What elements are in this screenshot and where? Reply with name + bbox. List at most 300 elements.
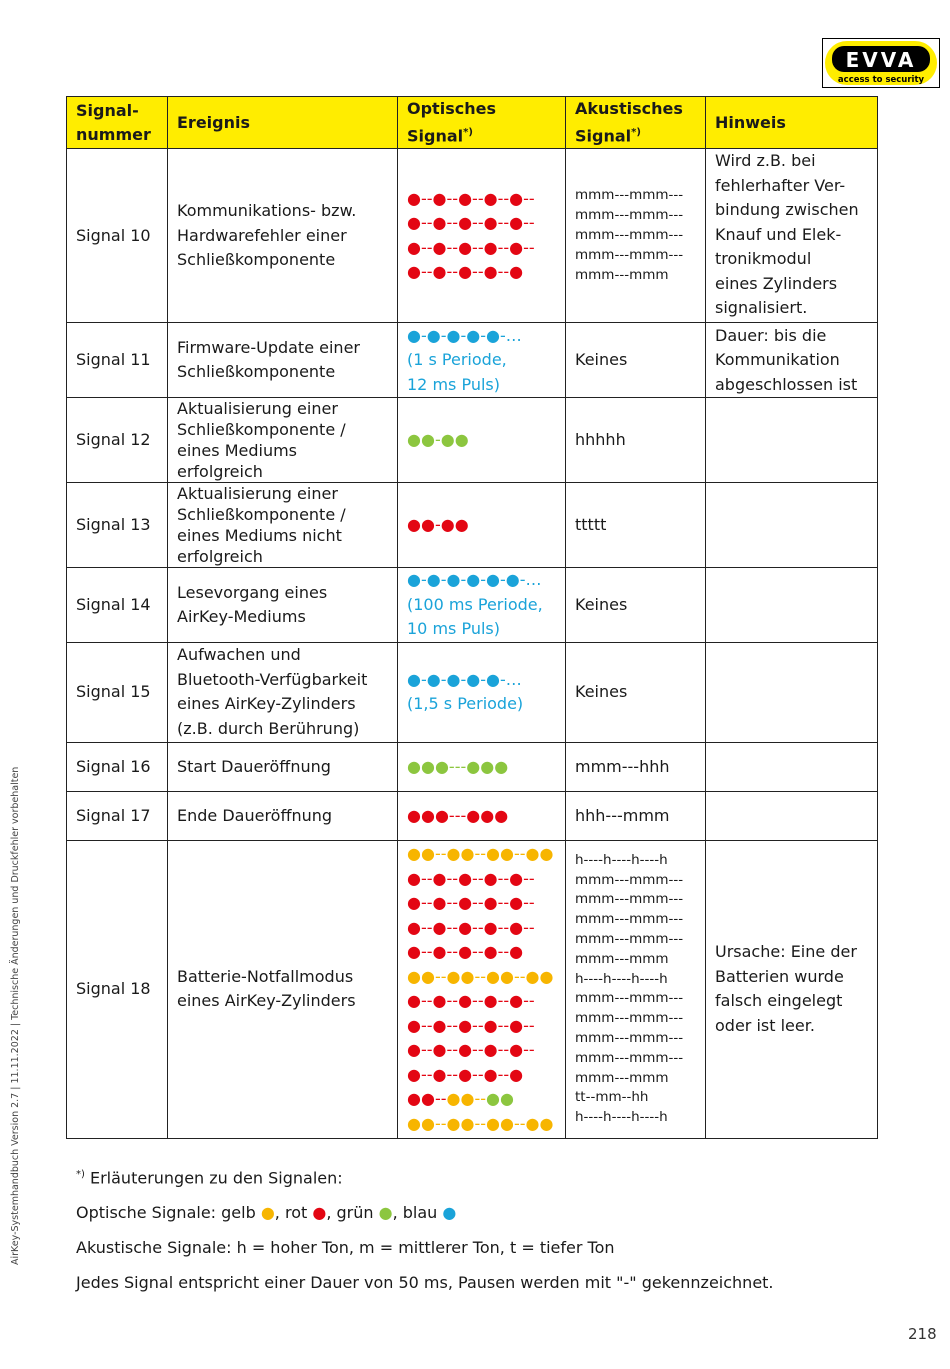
pause-dash: -: [446, 1015, 453, 1035]
blue-dot-icon: ●: [466, 669, 481, 689]
acoustic-signal: hhh---mmm: [566, 791, 706, 840]
signal-number: Signal 15: [67, 642, 168, 742]
pause-dash: -: [452, 1064, 459, 1084]
red-dot-icon: ●: [432, 188, 447, 208]
pause-dash: -: [420, 917, 427, 937]
red-dot-icon: ●: [407, 262, 421, 282]
pause-dash: -: [446, 262, 453, 282]
footnote-optical: [76, 1195, 774, 1230]
pause-dash: -: [446, 991, 453, 1011]
yellow-dot-icon: ●: [420, 844, 435, 864]
green-dot-icon: ●: [407, 756, 421, 776]
red-dot-icon: ●: [458, 868, 473, 888]
yellow-dot-icon: ●: [499, 1113, 514, 1133]
legend-blue-dot-icon: ●: [442, 1203, 457, 1223]
green-dot-icon: ●: [434, 756, 449, 776]
red-dot-icon: ●: [458, 893, 473, 913]
green-dot-icon: ●: [494, 756, 509, 776]
yellow-dot-icon: ●: [446, 1113, 461, 1133]
continuation-ellipsis: …: [525, 570, 542, 590]
red-dot-icon: ●: [407, 893, 421, 913]
pause-dash: -: [434, 430, 441, 450]
pause-dash: -: [523, 1040, 529, 1060]
blue-dot-icon: ●: [407, 325, 421, 345]
pause-dash: -: [420, 1015, 427, 1035]
pause-dash: -: [519, 844, 526, 864]
pause-dash: -: [454, 756, 461, 776]
note-text: [706, 483, 878, 568]
header-signalnummer: Signal- nummer: [67, 97, 168, 149]
pause-dash: -: [503, 1064, 510, 1084]
pause-dash: -: [452, 893, 459, 913]
red-dot-icon: ●: [407, 868, 421, 888]
red-dot-icon: ●: [483, 868, 498, 888]
optical-signal: [398, 791, 566, 840]
pause-dash: -: [503, 868, 510, 888]
pause-dash: -: [472, 868, 478, 888]
optical-pattern-line: [407, 940, 556, 965]
pause-dash: -: [528, 991, 535, 1011]
red-dot-icon: ●: [432, 1064, 447, 1084]
pause-dash: -: [446, 1064, 453, 1084]
event-text: Batterie-Notfallmodus eines AirKey-Zylinders: [168, 840, 398, 1138]
table-header-row: [67, 97, 878, 149]
pause-dash: -: [480, 325, 486, 345]
yellow-dot-icon: ●: [446, 844, 461, 864]
pause-dash: -: [420, 213, 427, 233]
pause-dash: -: [477, 1015, 484, 1035]
optical-pattern-line: [407, 1063, 556, 1088]
pause-dash: -: [472, 991, 478, 1011]
pause-dash: -: [503, 213, 510, 233]
optical-pattern-line: [407, 324, 556, 349]
red-dot-icon: ●: [483, 262, 498, 282]
table-row: [67, 483, 878, 568]
header-optisch-mark: *): [463, 127, 473, 138]
pause-dash: -: [503, 942, 510, 962]
pause-dash: -: [503, 1040, 510, 1060]
signal-number: Signal 18: [67, 840, 168, 1138]
acoustic-signal: ttttt: [566, 483, 706, 568]
yellow-dot-icon: ●: [539, 844, 554, 864]
optical-pattern-line: [407, 568, 556, 593]
pause-dash: -: [460, 325, 467, 345]
red-dot-icon: ●: [483, 991, 498, 1011]
red-dot-icon: ●: [432, 262, 447, 282]
optical-pattern-line: [407, 989, 556, 1014]
yellow-dot-icon: ●: [539, 1113, 554, 1133]
logo-tagline: access to security: [837, 75, 925, 85]
optical-description: (100 ms Periode, 10 ms Puls): [407, 594, 543, 639]
red-dot-icon: ●: [407, 991, 421, 1011]
red-dot-icon: ●: [407, 1040, 421, 1060]
red-dot-icon: ●: [458, 942, 473, 962]
blue-dot-icon: ●: [466, 570, 481, 590]
pause-dash: -: [426, 868, 433, 888]
pause-dash: -: [446, 188, 453, 208]
pause-dash: -: [426, 237, 433, 257]
pause-dash: -: [446, 917, 453, 937]
table-row: [67, 840, 878, 1138]
red-dot-icon: ●: [483, 942, 498, 962]
optical-pattern-line: [407, 1038, 556, 1063]
optical-signal: [398, 323, 566, 398]
red-dot-icon: ●: [458, 991, 473, 1011]
legend-gelb-label: gelb: [221, 1203, 261, 1223]
pause-dash: -: [460, 669, 467, 689]
red-dot-icon: ●: [458, 262, 473, 282]
yellow-dot-icon: ●: [525, 1113, 540, 1133]
optical-pattern: [407, 755, 556, 780]
pause-dash: -: [477, 868, 484, 888]
pause-dash: -: [426, 188, 433, 208]
blue-dot-icon: ●: [407, 669, 421, 689]
pause-dash: -: [497, 917, 504, 937]
pause-dash: -: [497, 991, 504, 1011]
pause-dash: -: [528, 1015, 535, 1035]
red-dot-icon: ●: [420, 1089, 435, 1109]
red-dot-icon: ●: [440, 515, 455, 535]
pause-dash: -: [523, 188, 529, 208]
signal-table: [66, 96, 878, 1139]
event-text: Kommunikations- bzw. Hardwarefehler einer Schließkomponente: [168, 149, 398, 323]
footnotes: [76, 1157, 774, 1300]
pause-dash: -: [446, 942, 453, 962]
pause-dash: -: [474, 1113, 481, 1133]
pause-dash: -: [528, 917, 535, 937]
pause-dash: -: [477, 213, 484, 233]
pause-dash: -: [519, 1113, 526, 1133]
optical-pattern: [407, 568, 556, 593]
pause-dash: -: [503, 188, 510, 208]
red-dot-icon: ●: [509, 991, 524, 1011]
pause-dash: -: [440, 966, 447, 986]
acoustic-signal: mmm---mmm--- mmm---mmm--- mmm---mmm--- mmm---mmm--- mmm---mmm: [566, 149, 706, 323]
optical-description: (1,5 s Periode): [407, 694, 524, 714]
blue-dot-icon: ●: [426, 325, 441, 345]
optical-signal: [398, 642, 566, 742]
table-row: [67, 568, 878, 643]
note-text: [706, 791, 878, 840]
green-dot-icon: ●: [486, 1089, 500, 1109]
table-row: [67, 742, 878, 791]
pause-dash: -: [477, 991, 484, 1011]
red-dot-icon: ●: [483, 213, 498, 233]
acoustic-signal: Keines: [566, 642, 706, 742]
continuation-ellipsis: …: [505, 325, 522, 345]
yellow-dot-icon: ●: [486, 966, 500, 986]
pause-dash: -: [420, 893, 427, 913]
optical-pattern-line: [407, 1014, 556, 1039]
pause-dash: -: [434, 1089, 441, 1109]
red-dot-icon: ●: [434, 805, 449, 825]
note-text: [706, 742, 878, 791]
sidebar-legal-text: AirKey-Systemhandbuch Version 2.7 | 11.11.2022 | Technische Änderungen und Druckfehler vorbehalten: [10, 766, 21, 1265]
red-dot-icon: ●: [458, 1064, 473, 1084]
pause-dash: -: [503, 262, 510, 282]
optical-pattern-line: [407, 260, 556, 285]
red-dot-icon: ●: [432, 893, 447, 913]
blue-dot-icon: ●: [486, 325, 500, 345]
yellow-dot-icon: ●: [420, 1113, 435, 1133]
event-text: Aufwachen und Bluetooth-Verfügbarkeit eines AirKey-Zylinders (z.B. durch Berührung): [168, 642, 398, 742]
blue-dot-icon: ●: [426, 669, 441, 689]
optical-pattern-line: [407, 965, 556, 990]
pause-dash: -: [472, 1064, 478, 1084]
pause-dash: -: [503, 917, 510, 937]
optical-signal: [398, 568, 566, 643]
pause-dash: -: [446, 893, 453, 913]
pause-dash: -: [452, 917, 459, 937]
table-row: [67, 398, 878, 483]
note-text: [706, 642, 878, 742]
pause-dash: -: [448, 756, 455, 776]
green-dot-icon: ●: [480, 756, 495, 776]
table-row: [67, 791, 878, 840]
red-dot-icon: ●: [407, 1064, 421, 1084]
pause-dash: -: [454, 805, 461, 825]
pause-dash: -: [474, 1089, 481, 1109]
header-hinweis: Hinweis: [706, 97, 878, 149]
red-dot-icon: ●: [509, 213, 524, 233]
blue-dot-icon: ●: [446, 325, 461, 345]
yellow-dot-icon: ●: [525, 844, 540, 864]
yellow-dot-icon: ●: [460, 1113, 475, 1133]
pause-dash: -: [472, 237, 478, 257]
red-dot-icon: ●: [466, 805, 481, 825]
red-dot-icon: ●: [420, 515, 435, 535]
pause-dash: -: [420, 868, 427, 888]
pause-dash: -: [523, 991, 529, 1011]
yellow-dot-icon: ●: [460, 966, 475, 986]
pause-dash: -: [426, 942, 433, 962]
pause-dash: -: [480, 1089, 486, 1109]
yellow-dot-icon: ●: [446, 1089, 461, 1109]
pause-dash: -: [477, 942, 484, 962]
pause-dash: -: [434, 966, 441, 986]
event-text: Aktualisierung einer Schließkomponente / eines Mediums erfolgreich: [168, 398, 398, 483]
pause-dash: -: [420, 570, 427, 590]
pause-dash: -: [472, 213, 478, 233]
green-dot-icon: ●: [420, 756, 435, 776]
pause-dash: -: [440, 669, 447, 689]
optical-pattern: [407, 804, 556, 829]
optical-pattern-line: [407, 867, 556, 892]
signal-number: Signal 11: [67, 323, 168, 398]
table-row: [67, 149, 878, 323]
pause-dash: -: [460, 570, 467, 590]
continuation-ellipsis: …: [505, 669, 522, 689]
red-dot-icon: ●: [432, 917, 447, 937]
pause-dash: -: [420, 1064, 427, 1084]
event-text: Start Daueröffnung: [168, 742, 398, 791]
acoustic-signal: mmm---hhh: [566, 742, 706, 791]
note-text: [706, 568, 878, 643]
pause-dash: -: [420, 1040, 427, 1060]
red-dot-icon: ●: [458, 188, 473, 208]
green-dot-icon: ●: [440, 430, 455, 450]
footnote-intro: [76, 1157, 774, 1195]
pause-dash: -: [513, 1113, 520, 1133]
red-dot-icon: ●: [509, 188, 524, 208]
red-dot-icon: ●: [458, 917, 473, 937]
header-akustisch: [566, 97, 706, 149]
optical-pattern: [407, 513, 556, 538]
pause-dash: -: [448, 805, 455, 825]
optical-pattern: [407, 668, 556, 693]
note-text: Ursache: Eine der Batterien wurde falsch eingelegt oder ist leer.: [706, 840, 878, 1138]
legend-rot-label: , rot: [274, 1203, 313, 1223]
yellow-dot-icon: ●: [499, 966, 514, 986]
green-dot-icon: ●: [499, 1089, 514, 1109]
red-dot-icon: ●: [509, 1064, 524, 1084]
red-dot-icon: ●: [432, 213, 447, 233]
pause-dash: -: [446, 868, 453, 888]
yellow-dot-icon: ●: [407, 966, 421, 986]
blue-dot-icon: ●: [486, 669, 500, 689]
pause-dash: -: [474, 966, 481, 986]
yellow-dot-icon: ●: [407, 844, 421, 864]
legend-red-dot-icon: ●: [312, 1203, 327, 1223]
yellow-dot-icon: ●: [525, 966, 540, 986]
optical-pattern-line: [407, 916, 556, 941]
pause-dash: -: [440, 325, 447, 345]
red-dot-icon: ●: [407, 1089, 421, 1109]
note-text: [706, 398, 878, 483]
red-dot-icon: ●: [432, 1040, 447, 1060]
pause-dash: -: [497, 1015, 504, 1035]
pause-dash: -: [528, 188, 535, 208]
optical-pattern: [407, 428, 556, 453]
red-dot-icon: ●: [458, 1040, 473, 1060]
optical-pattern: [407, 324, 556, 349]
red-dot-icon: ●: [509, 1040, 524, 1060]
event-text: Ende Daueröffnung: [168, 791, 398, 840]
pause-dash: -: [497, 942, 504, 962]
red-dot-icon: ●: [483, 917, 498, 937]
optical-pattern-line: [407, 187, 556, 212]
pause-dash: -: [472, 1040, 478, 1060]
pause-dash: -: [426, 991, 433, 1011]
optical-pattern-line: [407, 513, 556, 538]
blue-dot-icon: ●: [486, 570, 500, 590]
logo-brand: EVVA: [845, 48, 917, 72]
optical-signal: [398, 398, 566, 483]
pause-dash: -: [420, 942, 427, 962]
red-dot-icon: ●: [483, 1064, 498, 1084]
red-dot-icon: ●: [483, 188, 498, 208]
red-dot-icon: ●: [407, 237, 421, 257]
signal-number: Signal 12: [67, 398, 168, 483]
yellow-dot-icon: ●: [420, 966, 435, 986]
pause-dash: -: [523, 237, 529, 257]
page-number: 218: [908, 1325, 937, 1343]
header-akustisch-mark: *): [631, 127, 641, 138]
blue-dot-icon: ●: [466, 325, 481, 345]
yellow-dot-icon: ●: [460, 844, 475, 864]
red-dot-icon: ●: [420, 805, 435, 825]
pause-dash: -: [440, 844, 447, 864]
pause-dash: -: [460, 756, 467, 776]
pause-dash: -: [426, 1064, 433, 1084]
footnote-duration: Jedes Signal entspricht einer Dauer von 50 ms, Pausen werden mit "-" gekennzeichnet.: [76, 1273, 774, 1293]
pause-dash: -: [477, 1040, 484, 1060]
pause-dash: -: [523, 868, 529, 888]
table-row: [67, 323, 878, 398]
red-dot-icon: ●: [407, 1015, 421, 1035]
event-text: Aktualisierung einer Schließkomponente / eines Mediums nicht erfolgreich: [168, 483, 398, 568]
optical-pattern-line: [407, 428, 556, 453]
event-text: Lesevorgang eines AirKey-Mediums: [168, 568, 398, 643]
red-dot-icon: ●: [483, 237, 498, 257]
pause-dash: -: [426, 262, 433, 282]
pause-dash: -: [472, 893, 478, 913]
optical-signal: [398, 840, 566, 1138]
legend-green-dot-icon: ●: [378, 1203, 393, 1223]
pause-dash: -: [452, 188, 459, 208]
pause-dash: -: [426, 1015, 433, 1035]
red-dot-icon: ●: [458, 237, 473, 257]
pause-dash: -: [472, 1015, 478, 1035]
red-dot-icon: ●: [454, 515, 469, 535]
red-dot-icon: ●: [432, 1015, 447, 1035]
red-dot-icon: ●: [407, 188, 421, 208]
pause-dash: -: [452, 262, 459, 282]
red-dot-icon: ●: [407, 917, 421, 937]
pause-dash: -: [528, 213, 535, 233]
pause-dash: -: [513, 844, 520, 864]
header-optisch-label: Optisches Signal: [407, 99, 496, 146]
pause-dash: -: [452, 942, 459, 962]
optical-pattern: [407, 187, 556, 285]
pause-dash: -: [523, 893, 529, 913]
pause-dash: -: [426, 893, 433, 913]
red-dot-icon: ●: [509, 942, 524, 962]
optical-pattern-line: [407, 211, 556, 236]
green-dot-icon: ●: [420, 430, 435, 450]
pause-dash: -: [477, 262, 484, 282]
blue-dot-icon: ●: [505, 570, 520, 590]
optical-pattern-line: [407, 1087, 556, 1112]
pause-dash: -: [519, 966, 526, 986]
signal-number: Signal 10: [67, 149, 168, 323]
pause-dash: -: [452, 213, 459, 233]
pause-dash: -: [513, 966, 520, 986]
optical-signal: [398, 149, 566, 323]
pause-dash: -: [499, 570, 506, 590]
evva-logo: [822, 38, 940, 88]
red-dot-icon: ●: [509, 262, 524, 282]
optical-signal: [398, 483, 566, 568]
green-dot-icon: ●: [407, 430, 421, 450]
pause-dash: -: [477, 237, 484, 257]
pause-dash: -: [528, 1040, 535, 1060]
pause-dash: -: [420, 188, 427, 208]
pause-dash: -: [440, 1113, 447, 1133]
pause-dash: -: [497, 213, 504, 233]
pause-dash: -: [426, 917, 433, 937]
pause-dash: -: [528, 237, 535, 257]
pause-dash: -: [480, 570, 486, 590]
pause-dash: -: [420, 991, 427, 1011]
pause-dash: -: [434, 844, 441, 864]
pause-dash: -: [452, 868, 459, 888]
footnote-acoustic: Akustische Signale: h = hoher Ton, m = mittlerer Ton, t = tiefer Ton: [76, 1238, 615, 1258]
yellow-dot-icon: ●: [407, 1113, 421, 1133]
pause-dash: -: [497, 868, 504, 888]
red-dot-icon: ●: [407, 942, 421, 962]
optical-description: (1 s Periode, 12 ms Puls): [407, 350, 507, 394]
